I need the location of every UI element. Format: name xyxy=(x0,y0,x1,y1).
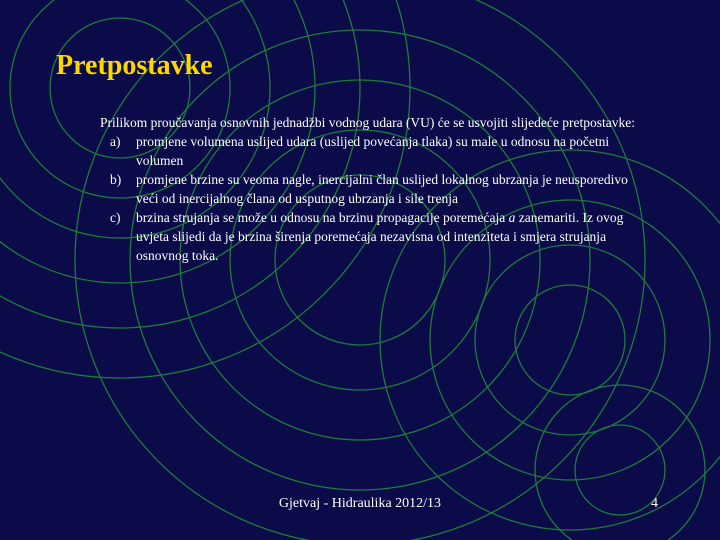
intro-paragraph: Prilikom proučavanja osnovnih jednadžbi vodnog udara (VU) će se usvojiti slijedeće pretpostavke: xyxy=(100,115,635,130)
list-item-a xyxy=(100,132,640,170)
page-number: 4 xyxy=(651,496,658,511)
text-before-symbol: brzina strujanja se može u odnosu na brzinu propagacije poremećaja xyxy=(136,210,506,225)
list-item-text xyxy=(136,208,640,265)
slide-body xyxy=(100,113,640,265)
text-after-symbol: zanemariti. Iz ovog uvjeta slijedi da je brzina širenja poremećaja nezavisna od intenziteta i smjera strujanja osnovnog toka. xyxy=(136,210,624,263)
slide-footer: Gjetvaj - Hidraulika 2012/13 xyxy=(278,496,442,511)
list-item-c xyxy=(100,208,640,265)
list-item-text: promjene brzine su veoma nagle, inercijalni član uslijed lokalnog ubrzanja je neusporedivo veći od inercijalnog člana od usputnog ubrzanja i sile trenja xyxy=(136,172,628,206)
list-item-label: c) xyxy=(110,210,121,225)
list-item-label: a) xyxy=(110,134,121,149)
list-item-b xyxy=(100,170,640,208)
list-item-label: b) xyxy=(110,172,122,187)
list-item-text: promjene volumena uslijed udara (uslijed povećanja tlaka) su male u odnosu na početni volumen xyxy=(136,134,610,168)
slide-title: Pretpostavke xyxy=(56,50,213,81)
symbol-a: a xyxy=(508,210,516,225)
